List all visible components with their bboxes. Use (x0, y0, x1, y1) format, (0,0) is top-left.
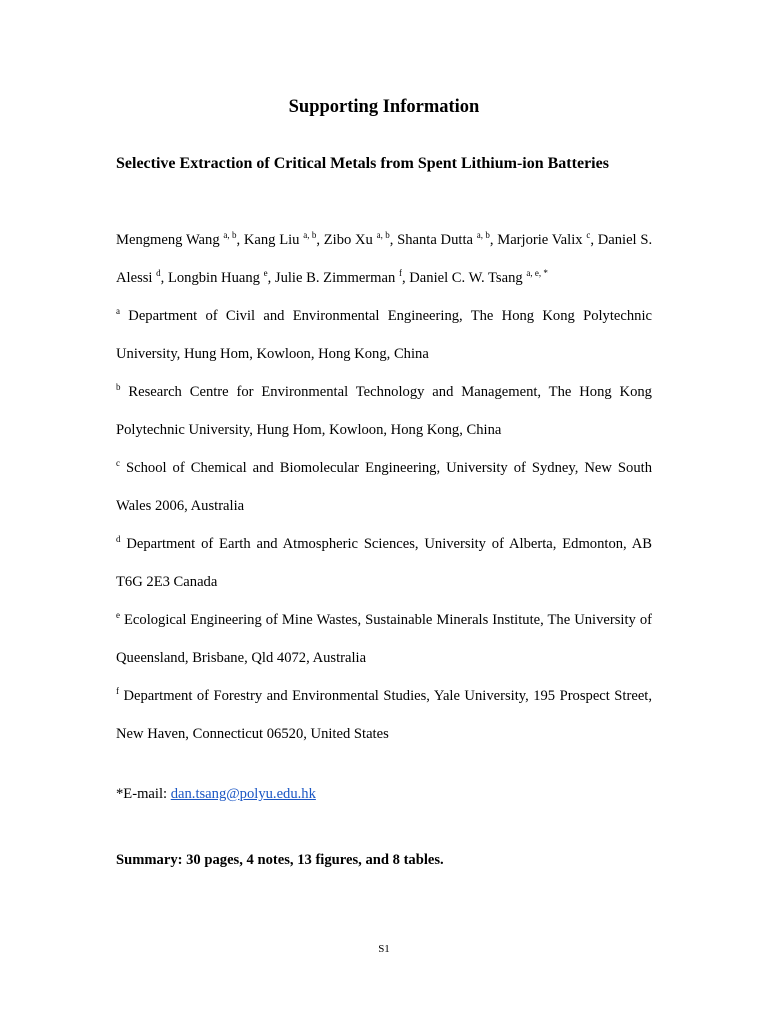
author-name: Longbin Huang (167, 270, 260, 286)
author-name: Shanta Dutta (397, 232, 473, 248)
author-separator: , (401, 270, 410, 286)
affiliation-marker: d (116, 534, 121, 545)
author-separator: , (489, 232, 498, 248)
author-separator: , (160, 270, 168, 286)
author-name: Zibo Xu (323, 232, 373, 248)
author-affiliation-marker: a, e, * (526, 268, 548, 279)
affiliation-marker: e (116, 610, 120, 621)
affiliation-marker: f (116, 686, 119, 697)
author-list (116, 221, 652, 297)
affiliation-text: School of Chemical and Biomolecular Engineering, University of Sydney, New South Wales 2006, Australia (116, 460, 652, 514)
affiliation-marker: c (116, 458, 120, 469)
affiliation-item (116, 525, 652, 601)
affiliation-item (116, 297, 652, 373)
email-link[interactable]: dan.tsang@polyu.edu.hk (170, 786, 316, 802)
author-affiliation-marker: c (586, 230, 591, 241)
author-separator: , (590, 232, 598, 248)
affiliation-item (116, 601, 652, 677)
affiliation-marker: a (116, 306, 120, 317)
document-summary: Summary: 30 pages, 4 notes, 13 figures, and 8 tables. (116, 852, 444, 868)
author-separator: , (236, 232, 244, 248)
affiliation-text: Research Centre for Environmental Technology and Management, The Hong Kong Polytechnic University, Hung Hom, Kowloon, Hong Kong, China (116, 384, 652, 438)
author-name: Julie B. Zimmerman (274, 270, 396, 286)
page-number: S1 (378, 943, 390, 955)
author-separator: , (267, 270, 275, 286)
author-name: Daniel C. W. Tsang (409, 270, 523, 286)
affiliation-text: Department of Forestry and Environmental Studies, Yale University, 195 Prospect Street, New Haven, Connecticut 06520, United States (116, 688, 652, 742)
author-affiliation-marker: a, b (223, 230, 237, 241)
affiliation-item (116, 677, 652, 753)
author-affiliation-marker: d (156, 268, 161, 279)
supporting-information-heading: Supporting Information (288, 97, 480, 117)
affiliation-text: Ecological Engineering of Mine Wastes, Sustainable Minerals Institute, The University of Queensland, Brisbane, Qld 4072, Australia (116, 612, 652, 666)
author-name: Marjorie Valix (497, 232, 583, 248)
author-affiliation-marker: f (398, 268, 402, 279)
author-name: Mengmeng Wang (116, 232, 220, 248)
email-label: *E-mail: (116, 786, 171, 802)
affiliation-item (116, 449, 652, 525)
affiliation-text: Department of Earth and Atmospheric Sciences, University of Alberta, Edmonton, AB T6G 2E3 Canada (116, 536, 652, 590)
affiliation-list (116, 297, 652, 753)
author-separator: , (389, 232, 398, 248)
author-affiliation-marker: a, b (376, 230, 390, 241)
author-affiliation-marker: a, b (476, 230, 490, 241)
affiliation-text: Department of Civil and Environmental Engineering, The Hong Kong Polytechnic University, Hung Hom, Kowloon, Hong Kong, China (116, 308, 652, 362)
author-affiliation-marker: e (263, 268, 268, 279)
affiliation-item (116, 373, 652, 449)
author-name: Kang Liu (243, 232, 300, 248)
paper-title: Selective Extraction of Critical Metals from Spent Lithium-ion Batteries (116, 155, 609, 172)
contact-email-line (116, 780, 316, 808)
author-affiliation-marker: a, b (303, 230, 317, 241)
author-name: Daniel S. Alessi (116, 232, 653, 286)
author-separator: , (316, 232, 324, 248)
affiliation-marker: b (116, 382, 121, 393)
